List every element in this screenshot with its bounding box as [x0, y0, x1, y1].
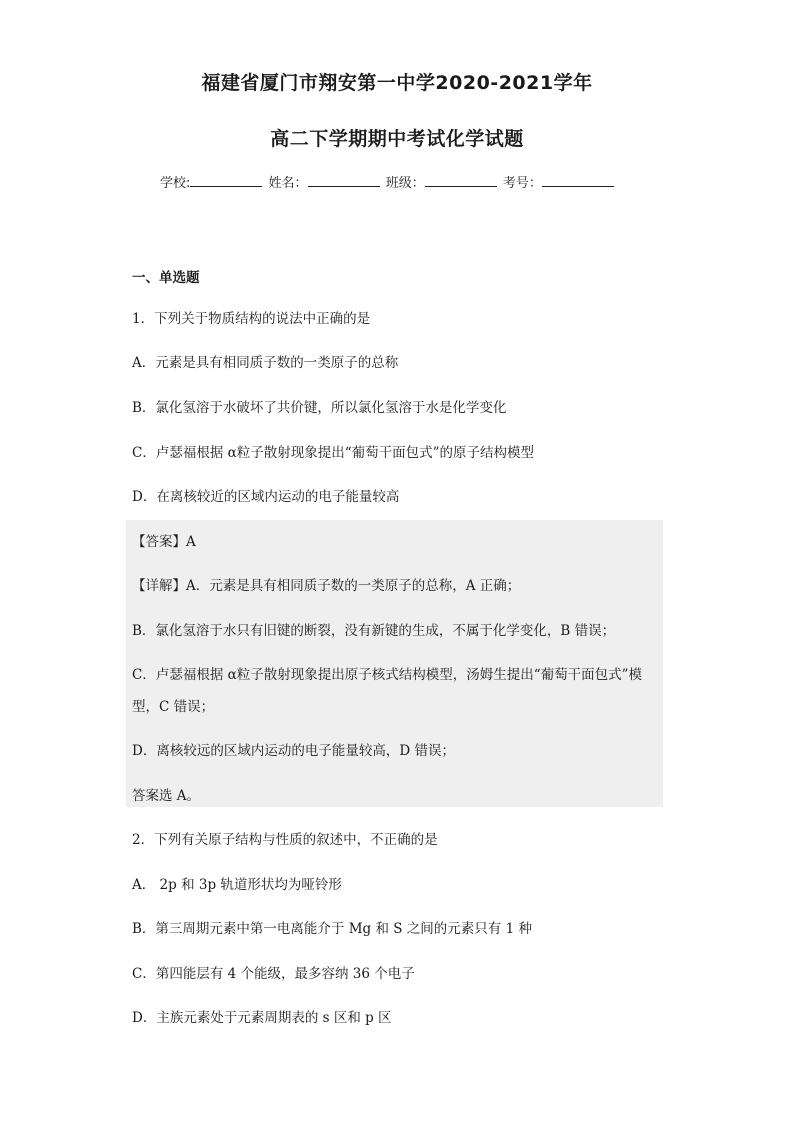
- question-1-option-a: A．元素是具有相同质子数的一类原子的总称: [132, 355, 399, 371]
- name-blank[interactable]: [308, 174, 380, 187]
- question-1-answer: 【答案】A: [132, 534, 196, 550]
- number-blank[interactable]: [542, 174, 614, 187]
- name-label: 姓名：: [268, 176, 308, 191]
- question-1-stem: 1．下列关于物质结构的说法中正确的是: [132, 311, 371, 327]
- document-title: 福建省厦门市翔安第一中学2020-2021学年: [201, 72, 593, 94]
- explanation-line: D．离核较远的区域内运动的电子能量较高，D 错误；: [132, 743, 455, 759]
- explanation-line: 答案选 A。: [132, 788, 201, 804]
- question-2-option-c: C．第四能层有 4 个能级，最多容纳 36 个电子: [132, 966, 415, 982]
- class-blank[interactable]: [425, 174, 497, 187]
- question-2-option-d: D．主族元素处于元素周期表的 s 区和 p 区: [132, 1010, 392, 1026]
- explanation-line: 【详解】A．元素是具有相同质子数的一类原子的总称，A 正确；: [132, 578, 521, 594]
- number-label: 考号：: [502, 176, 542, 191]
- section-heading: 一、单选题: [132, 270, 200, 286]
- school-blank[interactable]: [190, 174, 262, 187]
- explanation-line: B．氯化氢溶于水只有旧键的断裂，没有新键的生成，不属于化学变化，B 错误；: [132, 623, 616, 639]
- school-label: 学校:: [160, 176, 191, 191]
- explanation-line: 型，C 错误；: [132, 699, 215, 715]
- question-2-option-b: B．第三周期元素中第一电离能介于 Mg 和 S 之间的元素只有 1 种: [132, 921, 532, 937]
- question-1-option-d: D．在离核较近的区域内运动的电子能量较高: [132, 489, 400, 505]
- explanation-line: C．卢瑟福根据 α粒子散射现象提出原子核式结构模型，汤姆生提出“葡萄干面包式”模: [132, 667, 643, 683]
- question-1-option-c: C．卢瑟福根据 α粒子散射现象提出“葡萄干面包式”的原子结构模型: [132, 445, 535, 461]
- student-info-line: [160, 172, 616, 191]
- question-2-option-a: A． 2p 和 3p 轨道形状均为哑铃形: [132, 877, 342, 893]
- class-label: 班级：: [385, 176, 425, 191]
- question-1-option-b: B．氯化氢溶于水破坏了共价键，所以氯化氢溶于水是化学变化: [132, 400, 507, 416]
- document-subtitle: 高二下学期期中考试化学试题: [270, 128, 524, 150]
- question-2-stem: 2．下列有关原子结构与性质的叙述中，不正确的是: [132, 832, 438, 848]
